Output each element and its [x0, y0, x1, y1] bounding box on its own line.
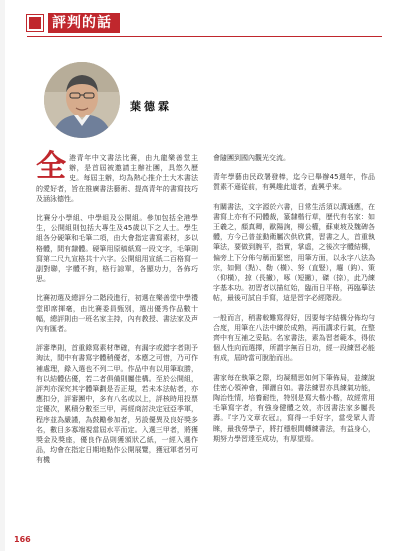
paragraph: 有關書法，文字源於六書，日常生活須以溝通應，在書寫上亦有不同體裁，篆隸楷行草，歷代有名家：如王羲之，顏真卿，歐陽詢，柳公權，蘇東坡及魏碑各體，方今己普並動衛屬次供欣賞，習書之人，首重執筆法，要做到腕平，指實，掌虛，之後次字體結構，偏旁上下分佈勻稱而緊密，用筆方面，以永字八法為宗，如側（點）、勒（橫）、努（直豎），趯（鈎）、策（仰橫），掠（長撇），啄（短撇），磔（捺），此乃練字基本功。初習者以描紅始，臨而日平格，再臨摹法帖，最後可試自手寫，這是習字必經階段。	[213, 202, 375, 303]
author-name: 葉德霖	[130, 100, 172, 113]
header-divider	[27, 36, 382, 37]
paragraph: 比賽初選及總評分二階段進行，初選在樂善堂中學禮堂即席揮毫，由比賽委員甄別，選出優秀作品數十幅，總評則由一班名家主持，內有教授、書法家及声內有匯者。	[36, 294, 198, 334]
section-header	[27, 11, 120, 35]
square-bullet-icon	[27, 15, 43, 31]
paragraph: 青年學藝由民政署發棒，迄今已舉辦45週年，作品質素不遜從前，有興趣此道者，盍興乎來。	[213, 173, 375, 192]
left-column	[36, 149, 198, 475]
paragraph: 會隨團到國內觀光交流。	[213, 154, 290, 162]
paragraph	[36, 149, 198, 204]
paragraph-text: 港青年中文書法比賽，由九龍樂善堂主辦，是首屆被邀請主辦社團，具悠久歷史。每屆主辦，均為熱心推介土大木書法的愛好者，旨在推廣書法藝術、提高青年的書寫技巧及涵泳德性。	[36, 154, 198, 203]
page-number: 166	[14, 535, 31, 544]
drop-cap: 全	[36, 149, 66, 184]
paragraph: 一般而言，稍書較難寫得好，因要每字結構分佈均勻合度，用筆在八法中練於成熟，再而講求行氣，在整齊中有互補之妥貼。名家書法，素為習者範本，得依個人性向而選擇，所謂字無百日功，經一段練習必能有成，屆時當可脫胎而出。	[213, 313, 375, 363]
portrait-image	[44, 62, 120, 138]
section-title: 評判的話	[48, 13, 120, 33]
page-edge-strip	[0, 0, 5, 551]
paragraph: 評審準則，首重錄寫素材準確，有漏字或錯字者則予淘汰，閒中有書寫字體稍優者，本應之可惜，乃可作補處理，錄入選也不列二甲。作品中有以用筆取勝，有以結體佔優，若二者俱備則屬佳構。至於公開組，評判亦深究其字體筆劃是否正規，若未本法帖者，亦應扣分，評審團中，多有八名或以上，評核時用投票定優次，累積分數至三甲，再經商討決定冠亞季軍，程序並為嚴謹，為鼓勵參加者，另設優異及良好獎多名，數目多寡端視當屆水平而定。入選三甲者，將獲獎金及獎座，優良作品則獲頒狀乙紙，一經入選作品，均會在指定日期地點作公開展覽，獲冠軍者另可有機	[36, 344, 198, 465]
paragraph: 比賽分小學組、中學組及公開組。參加包括全港學生，公開組則包括大專生及45歲以下之人士。學生組各分硬筆和毛筆二項，由大會指定書寫素材，多以格體，間有隸體。硬筆用原稿紙寫一段文字，毛筆則寫第二尺九宣格共十六字。公開組用宣紙二百格寫一副對聯，字體不拘，格行諒單，各顯功力，各佈巧思。	[36, 214, 198, 284]
paragraph: 書家每在執筆之際，均凝精思如何下筆佈局，並練說佳密心領神會，揮灑自如。書法練習亦具練氣功能，陶治性情，培養耐性，特別是寫大楷小楷，故經常用毛筆寫字者，有強身健體之效，亦因書法家多屬長壽。『字乃文章衣冠』，寫得一手好字，當受眾人青睞，最我勞學子，將打穩根間轉練書法，有益身心，期努力學習達至成功，有厚望焉。	[213, 373, 375, 443]
author-portrait	[44, 62, 120, 138]
right-column	[213, 153, 375, 453]
